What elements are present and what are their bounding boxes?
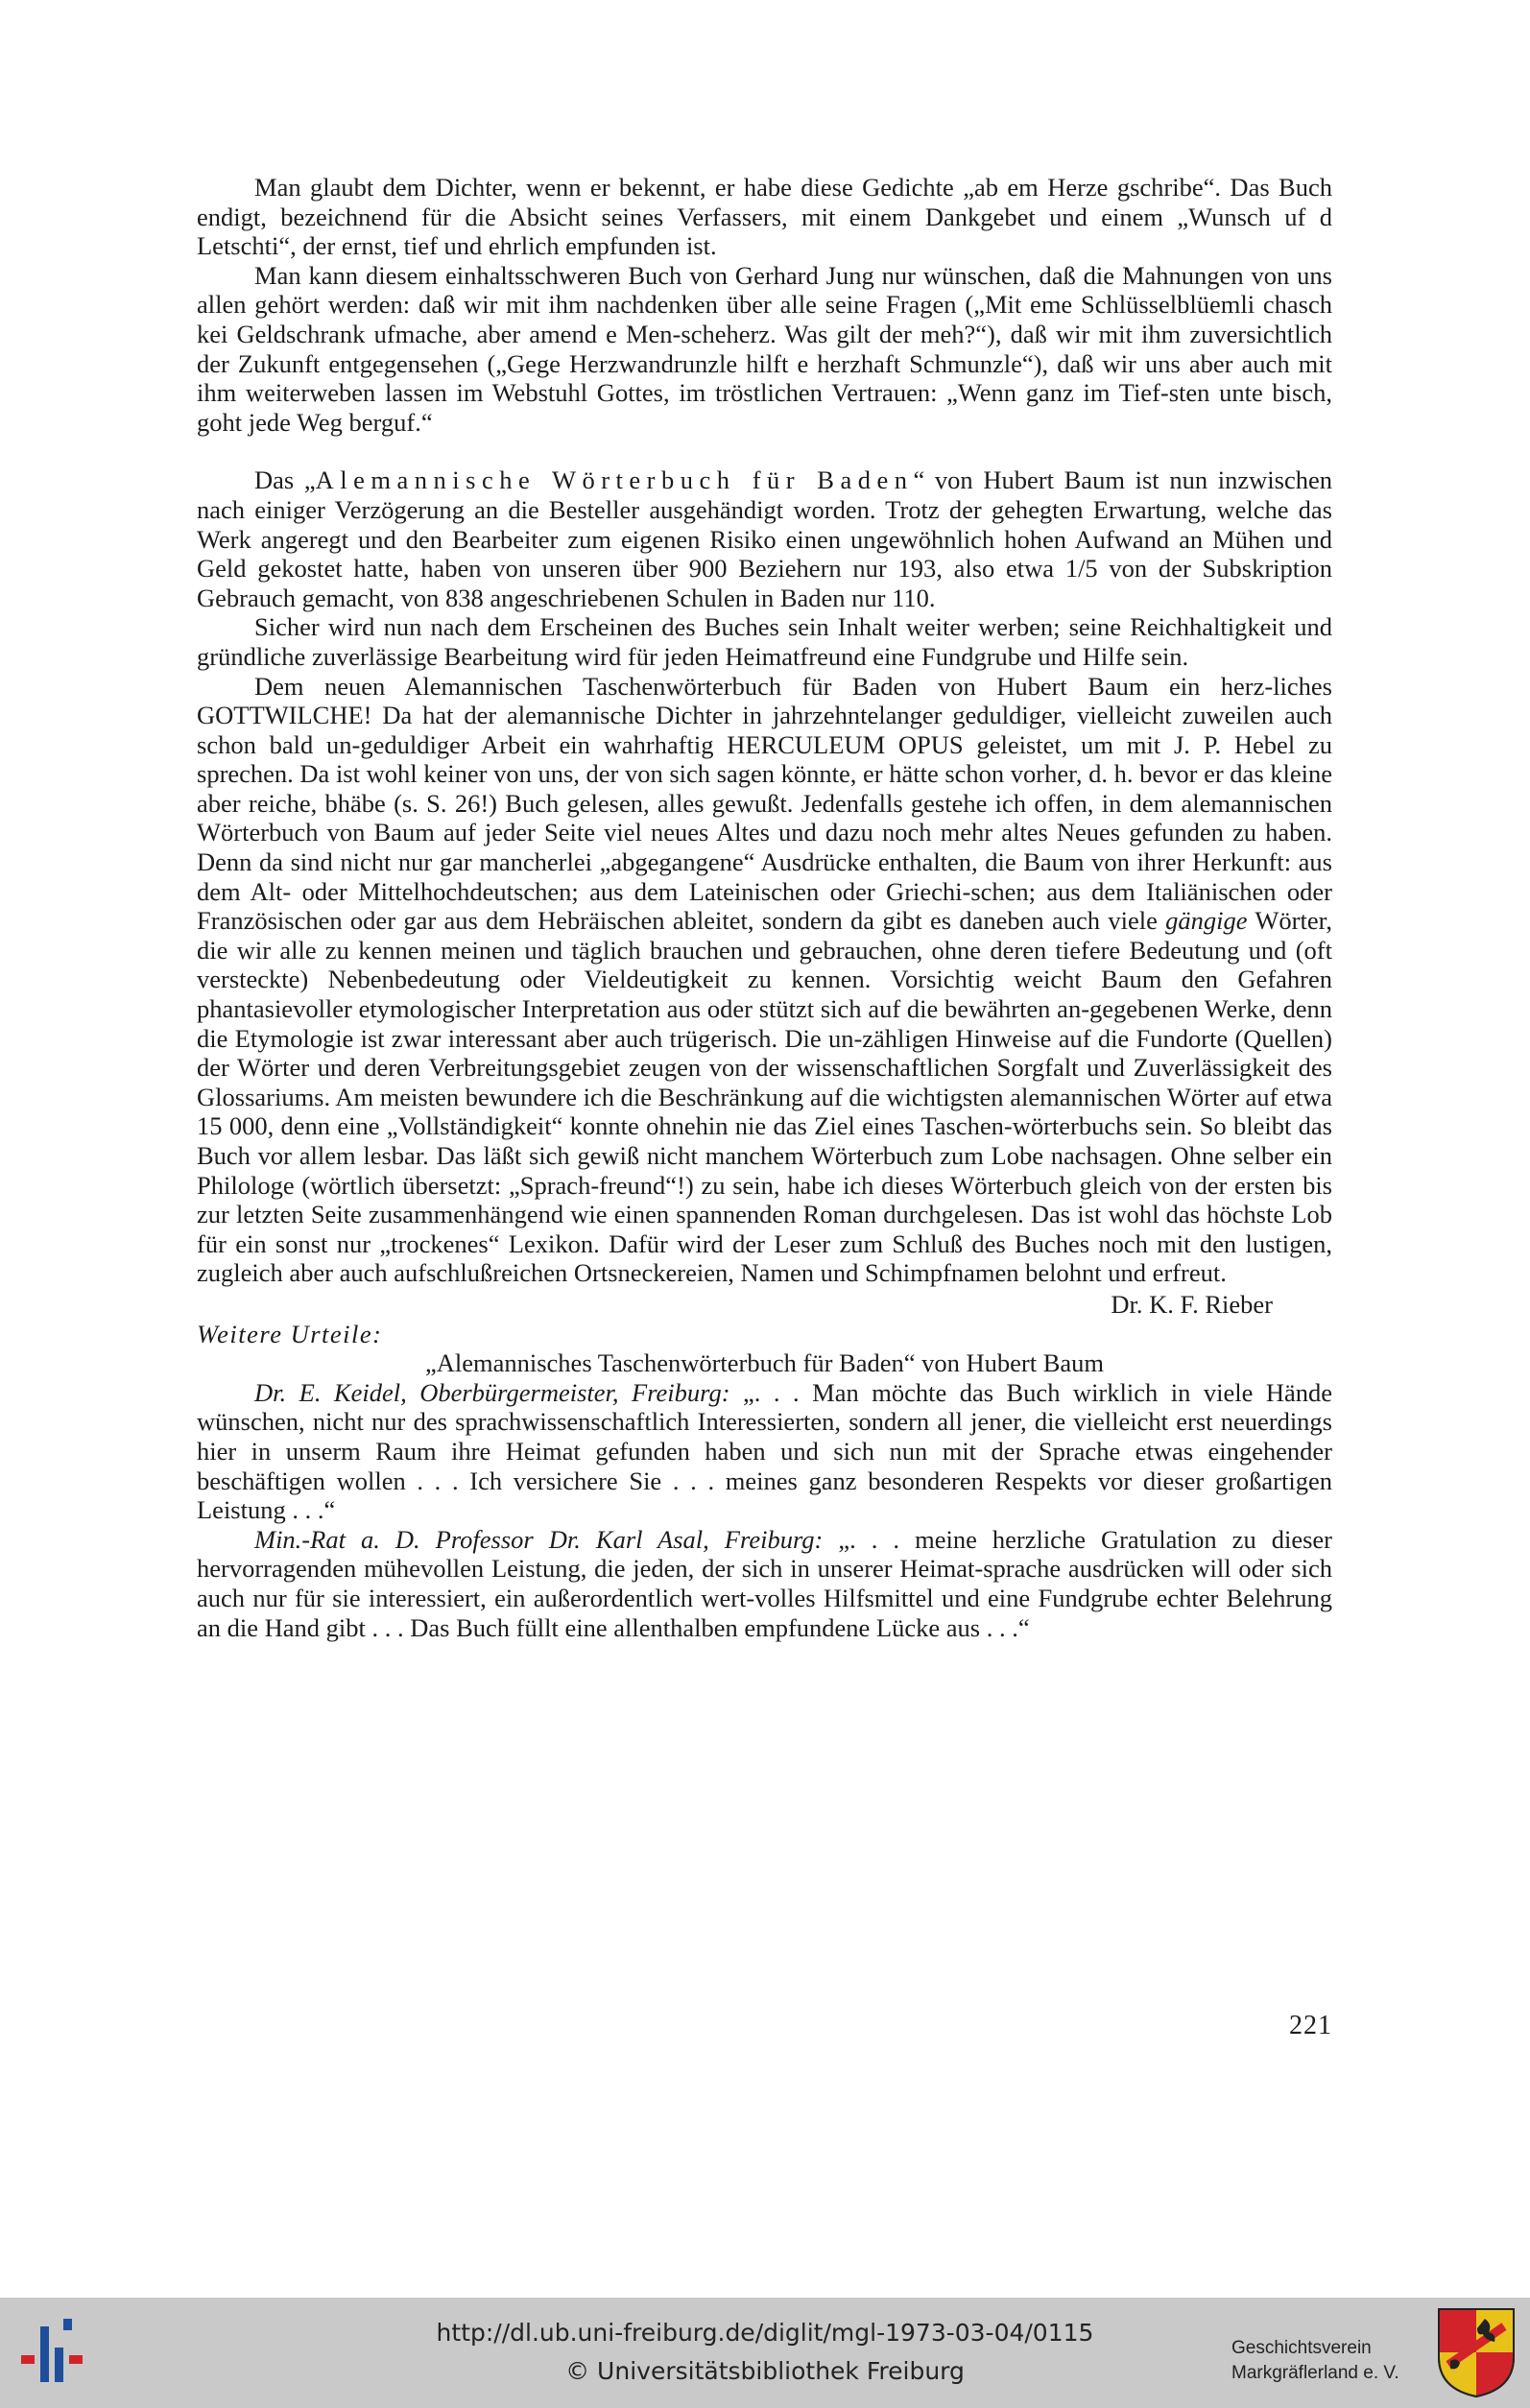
copyright-notice: © Universitätsbibliothek Freiburg	[565, 2357, 965, 2385]
article-text	[197, 173, 1332, 1642]
quote-author: Min.-Rat a. D. Professor Dr. Karl Asal, Freiburg:	[254, 1524, 824, 1554]
quote-paragraph	[197, 1378, 1332, 1525]
quote-text: „. . . meine herzliche Gratulation zu dieser hervorragenden mühevollen Leistung, die jeden, der sich in unserer Heimat-sprache ausdrücken will oder sich auch nur für sie interessiert, ein außerordentlich wert-volles Hilfsmittel und eine Fundgrube echter Belehrung an die Hand gibt . . . Das Buch füllt eine allenthalben empfundene Lücke aus . . .“	[197, 1524, 1332, 1642]
paragraph: Dem neuen Alemannischen Taschenwörterbuch für Baden von Hubert Baum ein herz-liches GOTTWILCHE! Da hat der alemannische Dichter in jahrzehntelanger geduldiger, vielleicht zuweilen auch schon bald un-geduldiger Arbeit ein wahrhaftig HERCULEUM OPUS geleistet, um mit J. P. Hebel zu sprechen. Da ist wohl keiner von uns, der von sich sagen könnte, er hätte schon vorher, d. h. bevor er das kleine aber reiche, bhäbe (s. S. 26!) Buch gelesen, alles gewußt. Jedenfalls gestehe ich offen, in dem alemannischen Wörterbuch von Baum auf jeder Seite viel neues Altes und dazu noch mehr altes Neues gefunden zu haben. Denn da sind nicht nur gar mancherlei „abgegangene“ Ausdrücke enthalten, die Baum von ihrer Herkunft: aus dem Alt- oder Mittelhochdeutschen; aus dem Lateinischen oder Griechi-schen; aus dem Italiänischen oder Französischen oder gar aus dem Hebräischen ableitet, sondern da gibt es daneben auch viele gängige Wörter, die wir alle zu kennen meinen und täglich brauchen und gebrauchen, ohne deren tiefere Bedeutung und (oft versteckte) Nebenbedeutung oder Vieldeutigkeit zu kennen. Vorsichtig weicht Baum den Gefahren phantasievoller etymologischer Interpretation aus oder stützt sich auf die bewährten an-gegebenen Werke, denn die Etymologie ist zwar interessant aber auch trügerisch. Die un-zähligen Hinweise auf die Fundorte (Quellen) der Wörter und deren Verbreitungsgebiet zeugen von der wissenschaftlichen Sorgfalt und Zuverlässigkeit des Glossariums. Am meisten bewundere ich die Beschränkung auf die wichtigsten alemannischen Wörter auf etwa 15 000, denn eine „Vollständigkeit“ konnte ohnehin nie das Ziel eines Taschen-wörterbuchs sein. So bleibt das Buch vor allem lesbar. Das läßt sich gewiß nicht manchem Wörterbuch zum Lobe nachsagen. Ohne selber ein Philologe (wörtlich übersetzt: „Sprach-freund“!) zu sein, habe ich dieses Wörterbuch gleich von der ersten bis zur letzten Seite zusammenhängend wie einen spannenden Roman durchgelesen. Das ist wohl das höchste Lob für ein sonst nur „trockenes“ Lexikon. Dafür wird der Leser zum Schluß des Buches noch mit den lustigen, zugleich aber auch aufschlußreichen Ortsneckereien, Namen und Schimpfnamen belohnt und erfreut.	[197, 671, 1333, 1288]
book-title-spaced: Alemannische Wörterbuch für Baden	[315, 465, 914, 495]
review-signature: Dr. K. F. Rieber	[1111, 1289, 1273, 1319]
paragraph: Man glaubt dem Dichter, wenn er bekennt, er habe diese Gedichte „ab em Herze gschribe“. Das Buch endigt, bezeichnend für die Absicht seines Verfassers, mit einem Dankgebet und einem „Wunsch uf d Letschti“, der ernst, tief und ehrlich empfunden ist.	[197, 173, 1332, 261]
section-heading: Weitere Urteile:	[197, 1319, 383, 1348]
paragraph: Sicher wird nun nach dem Erscheinen des Buches sein Inhalt weiter werben; seine Reichhaltigkeit und gründliche zuverlässige Bearbeitung wird für jeden Heimatfreund eine Fundgrube und Hilfe sein.	[197, 612, 1332, 671]
paragraph: Man kann diesem einhaltsschweren Buch von Gerhard Jung nur wünschen, daß die Mahnungen von uns allen gehört werden: daß wir mit ihm nachdenken über alle seine Fragen („Mit eme Schlüsselblüemli chasch kei Geldschrank ufmache, aber amend e Men-scheherz. Was gilt der meh?“), daß wir mit ihm zuversichtlich der Zukunft entgegensehen („Gege Herzwandrunzle hilft e herzhaft Schmunzle“), daß wir uns aber auch mit ihm weiterweben lassen im Webstuhl Gottes, im tröstlichen Vertrauen: „Wenn ganz im Tief-sten unte bisch, goht jede Weg berguf.“	[197, 260, 1332, 437]
page-number: 221	[1289, 2011, 1332, 2040]
permalink-url[interactable]: http://dl.ub.uni-freiburg.de/diglit/mgl-1973-03-04/0115	[436, 2319, 1094, 2347]
quote-author: Dr. E. Keidel, Oberbürgermeister, Freiburg:	[254, 1377, 730, 1407]
book-title: „Alemannisches Taschenwörterbuch für Baden“ von Hubert Baum	[424, 1348, 1105, 1378]
quote-text: „. . . Man möchte das Buch wirklich in viele Hände wünschen, nicht nur des sprachwissenschaftlich Interessierten, sondern all jener, die vielleicht erst neuerdings hier in unserm Raum ihre Heimat gefunden haben und sich nun mit der Sprache etwas eingehender beschäftigen wollen . . . Ich versichere Sie . . . meines ganz besonderen Respekts vor dieser großartigen Leistung . . .“	[197, 1377, 1332, 1525]
footer-bar	[0, 2298, 1530, 2408]
society-name: Geschichtsverein Markgräflerland e. V.	[1231, 2338, 1399, 2383]
emphasis: gängige	[1165, 906, 1248, 936]
geschichtsverein-crest-icon	[1437, 2307, 1516, 2398]
quote-paragraph	[197, 1525, 1332, 1642]
paragraph: Das „Alemannische Wörterbuch für Baden“ von Hubert Baum ist nun inzwischen nach einiger Verzögerung an die Besteller ausgehändigt worden. Trotz der gehegten Erwartung, welche das Werk angeregt und den Bearbeiter zum eigenen Risiko einen ungewöhnlich hohen Aufwand an Mühen und Geld gekostet hatte, haben von unseren über 900 Beziehern nur 193, also etwa 1/5 von der Subskription Gebrauch gemacht, von 838 angeschriebenen Schulen in Baden nur 110.	[197, 465, 1332, 612]
